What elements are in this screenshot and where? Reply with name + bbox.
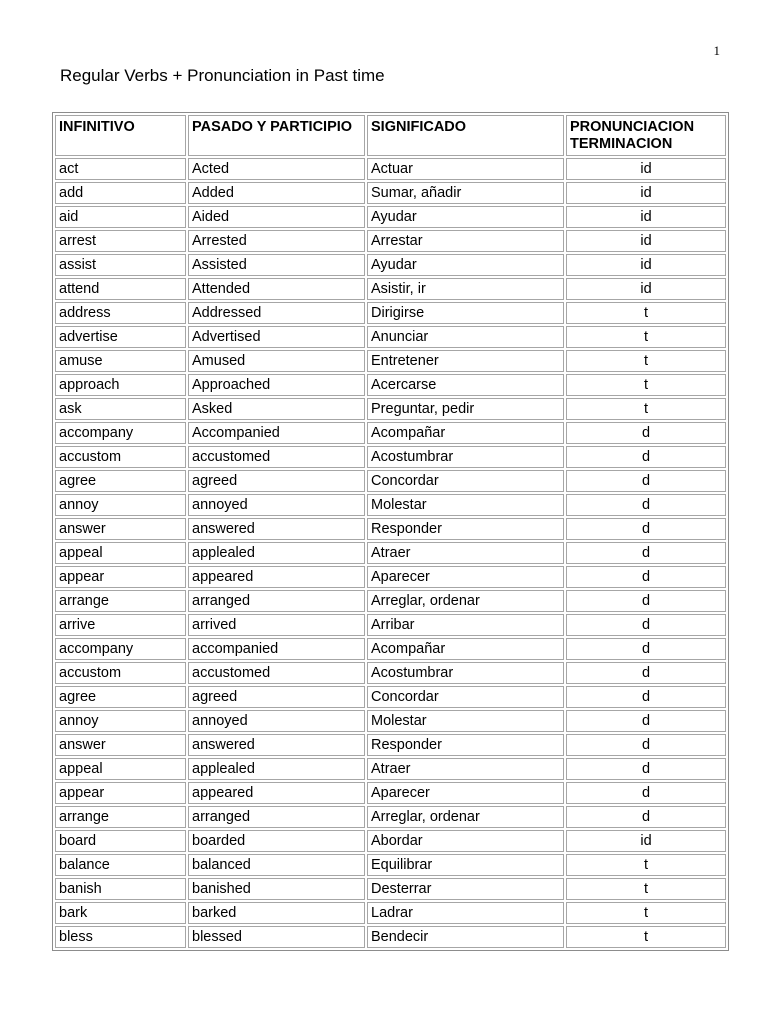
table-row <box>55 662 726 684</box>
cell-pasado: appeared <box>188 782 365 804</box>
cell-significado: Aparecer <box>367 782 564 804</box>
table-row <box>55 878 726 900</box>
cell-significado: Arrestar <box>367 230 564 252</box>
cell-pronunciacion: d <box>566 470 726 492</box>
cell-pronunciacion: t <box>566 350 726 372</box>
table-row <box>55 422 726 444</box>
cell-pasado: barked <box>188 902 365 924</box>
cell-pronunciacion: id <box>566 206 726 228</box>
cell-pasado: agreed <box>188 686 365 708</box>
table-row <box>55 326 726 348</box>
cell-significado: Molestar <box>367 494 564 516</box>
cell-infinitivo: appear <box>55 566 186 588</box>
cell-infinitivo: bark <box>55 902 186 924</box>
cell-pronunciacion: d <box>566 710 726 732</box>
cell-infinitivo: address <box>55 302 186 324</box>
cell-infinitivo: banish <box>55 878 186 900</box>
cell-significado: Arribar <box>367 614 564 636</box>
cell-pronunciacion: d <box>566 446 726 468</box>
table-row <box>55 278 726 300</box>
cell-pasado: Amused <box>188 350 365 372</box>
cell-significado: Arreglar, ordenar <box>367 590 564 612</box>
cell-infinitivo: bless <box>55 926 186 948</box>
cell-pronunciacion: t <box>566 902 726 924</box>
cell-significado: Atraer <box>367 542 564 564</box>
cell-significado: Entretener <box>367 350 564 372</box>
table-row <box>55 254 726 276</box>
table-row <box>55 710 726 732</box>
table-row <box>55 686 726 708</box>
document-title: Regular Verbs + Pronunciation in Past time <box>60 66 385 85</box>
table-row <box>55 830 726 852</box>
cell-pasado: boarded <box>188 830 365 852</box>
cell-significado: Ladrar <box>367 902 564 924</box>
table-row <box>55 638 726 660</box>
cell-pronunciacion: d <box>566 782 726 804</box>
cell-infinitivo: annoy <box>55 494 186 516</box>
cell-infinitivo: assist <box>55 254 186 276</box>
cell-pasado: applealed <box>188 542 365 564</box>
table-row <box>55 182 726 204</box>
cell-pronunciacion: id <box>566 830 726 852</box>
table-row <box>55 230 726 252</box>
cell-significado: Acercarse <box>367 374 564 396</box>
cell-pronunciacion: d <box>566 494 726 516</box>
table-row <box>55 470 726 492</box>
cell-infinitivo: accompany <box>55 422 186 444</box>
cell-pasado: Advertised <box>188 326 365 348</box>
cell-significado: Responder <box>367 518 564 540</box>
header-row <box>55 115 726 156</box>
cell-pasado: balanced <box>188 854 365 876</box>
cell-significado: Atraer <box>367 758 564 780</box>
cell-infinitivo: arrest <box>55 230 186 252</box>
cell-infinitivo: answer <box>55 734 186 756</box>
cell-pronunciacion: d <box>566 422 726 444</box>
cell-pronunciacion: t <box>566 374 726 396</box>
table-row <box>55 758 726 780</box>
cell-pronunciacion: t <box>566 854 726 876</box>
cell-significado: Asistir, ir <box>367 278 564 300</box>
table-row <box>55 542 726 564</box>
cell-pasado: banished <box>188 878 365 900</box>
cell-pasado: arranged <box>188 806 365 828</box>
cell-significado: Acostumbrar <box>367 662 564 684</box>
cell-pronunciacion: t <box>566 878 726 900</box>
cell-pasado: accustomed <box>188 662 365 684</box>
cell-significado: Arreglar, ordenar <box>367 806 564 828</box>
cell-pasado: arrived <box>188 614 365 636</box>
cell-infinitivo: aid <box>55 206 186 228</box>
cell-infinitivo: approach <box>55 374 186 396</box>
cell-significado: Abordar <box>367 830 564 852</box>
cell-significado: Responder <box>367 734 564 756</box>
cell-infinitivo: arrange <box>55 590 186 612</box>
cell-significado: Equilibrar <box>367 854 564 876</box>
cell-significado: Preguntar, pedir <box>367 398 564 420</box>
table-row <box>55 302 726 324</box>
cell-pronunciacion: id <box>566 182 726 204</box>
cell-infinitivo: arrange <box>55 806 186 828</box>
cell-pasado: Attended <box>188 278 365 300</box>
cell-pasado: Aided <box>188 206 365 228</box>
cell-significado: Acompañar <box>367 638 564 660</box>
cell-significado: Desterrar <box>367 878 564 900</box>
cell-pronunciacion: d <box>566 686 726 708</box>
cell-pasado: answered <box>188 734 365 756</box>
cell-infinitivo: agree <box>55 470 186 492</box>
table-row <box>55 398 726 420</box>
cell-pronunciacion: d <box>566 806 726 828</box>
cell-infinitivo: accustom <box>55 446 186 468</box>
cell-pasado: annoyed <box>188 494 365 516</box>
cell-infinitivo: add <box>55 182 186 204</box>
table-row <box>55 782 726 804</box>
cell-significado: Dirigirse <box>367 302 564 324</box>
header-pronunciacion: PRONUNCIACION TERMINACION <box>566 115 726 156</box>
cell-significado: Concordar <box>367 470 564 492</box>
cell-significado: Ayudar <box>367 254 564 276</box>
header-significado: SIGNIFICADO <box>367 115 564 156</box>
cell-pronunciacion: id <box>566 278 726 300</box>
cell-pronunciacion: d <box>566 662 726 684</box>
cell-pasado: applealed <box>188 758 365 780</box>
cell-infinitivo: arrive <box>55 614 186 636</box>
table-row <box>55 590 726 612</box>
cell-pronunciacion: d <box>566 518 726 540</box>
cell-significado: Molestar <box>367 710 564 732</box>
cell-pasado: accustomed <box>188 446 365 468</box>
cell-significado: Sumar, añadir <box>367 182 564 204</box>
table-row <box>55 446 726 468</box>
cell-pasado: Added <box>188 182 365 204</box>
table-row <box>55 518 726 540</box>
cell-infinitivo: agree <box>55 686 186 708</box>
table-row <box>55 902 726 924</box>
cell-infinitivo: appeal <box>55 758 186 780</box>
cell-pasado: appeared <box>188 566 365 588</box>
cell-pronunciacion: t <box>566 302 726 324</box>
cell-pasado: Arrested <box>188 230 365 252</box>
cell-pasado: Asked <box>188 398 365 420</box>
cell-pasado: Addressed <box>188 302 365 324</box>
cell-infinitivo: balance <box>55 854 186 876</box>
cell-infinitivo: annoy <box>55 710 186 732</box>
header-infinitivo: INFINITIVO <box>55 115 186 156</box>
table-body <box>55 158 726 948</box>
cell-pronunciacion: d <box>566 734 726 756</box>
cell-significado: Concordar <box>367 686 564 708</box>
cell-pasado: accompanied <box>188 638 365 660</box>
table-row <box>55 566 726 588</box>
cell-infinitivo: advertise <box>55 326 186 348</box>
table-row <box>55 734 726 756</box>
cell-pasado: blessed <box>188 926 365 948</box>
cell-significado: Acompañar <box>367 422 564 444</box>
cell-significado: Acostumbrar <box>367 446 564 468</box>
cell-significado: Bendecir <box>367 926 564 948</box>
table-row <box>55 854 726 876</box>
cell-pronunciacion: d <box>566 590 726 612</box>
cell-pronunciacion: id <box>566 230 726 252</box>
cell-pasado: annoyed <box>188 710 365 732</box>
cell-infinitivo: accustom <box>55 662 186 684</box>
cell-pronunciacion: d <box>566 614 726 636</box>
table-row <box>55 614 726 636</box>
cell-pasado: Acted <box>188 158 365 180</box>
cell-pronunciacion: d <box>566 758 726 780</box>
table-row <box>55 158 726 180</box>
table-row <box>55 926 726 948</box>
cell-infinitivo: appear <box>55 782 186 804</box>
header-pasado: PASADO Y PARTICIPIO <box>188 115 365 156</box>
cell-infinitivo: appeal <box>55 542 186 564</box>
cell-infinitivo: attend <box>55 278 186 300</box>
cell-pasado: answered <box>188 518 365 540</box>
cell-infinitivo: accompany <box>55 638 186 660</box>
cell-pasado: Approached <box>188 374 365 396</box>
table-header <box>55 115 726 156</box>
cell-pronunciacion: t <box>566 926 726 948</box>
cell-pasado: Accompanied <box>188 422 365 444</box>
cell-infinitivo: act <box>55 158 186 180</box>
cell-pronunciacion: t <box>566 326 726 348</box>
cell-significado: Aparecer <box>367 566 564 588</box>
cell-pasado: Assisted <box>188 254 365 276</box>
verb-table <box>52 112 729 951</box>
cell-significado: Actuar <box>367 158 564 180</box>
cell-infinitivo: amuse <box>55 350 186 372</box>
table-row <box>55 806 726 828</box>
table-row <box>55 374 726 396</box>
cell-infinitivo: answer <box>55 518 186 540</box>
table-row <box>55 494 726 516</box>
cell-significado: Anunciar <box>367 326 564 348</box>
cell-pronunciacion: d <box>566 566 726 588</box>
table-row <box>55 350 726 372</box>
cell-pronunciacion: id <box>566 158 726 180</box>
cell-infinitivo: board <box>55 830 186 852</box>
cell-pronunciacion: t <box>566 398 726 420</box>
table-row <box>55 206 726 228</box>
cell-pasado: agreed <box>188 470 365 492</box>
cell-pronunciacion: d <box>566 638 726 660</box>
cell-pronunciacion: d <box>566 542 726 564</box>
cell-infinitivo: ask <box>55 398 186 420</box>
cell-significado: Ayudar <box>367 206 564 228</box>
cell-pronunciacion: id <box>566 254 726 276</box>
page-number: 1 <box>713 43 720 58</box>
cell-pasado: arranged <box>188 590 365 612</box>
